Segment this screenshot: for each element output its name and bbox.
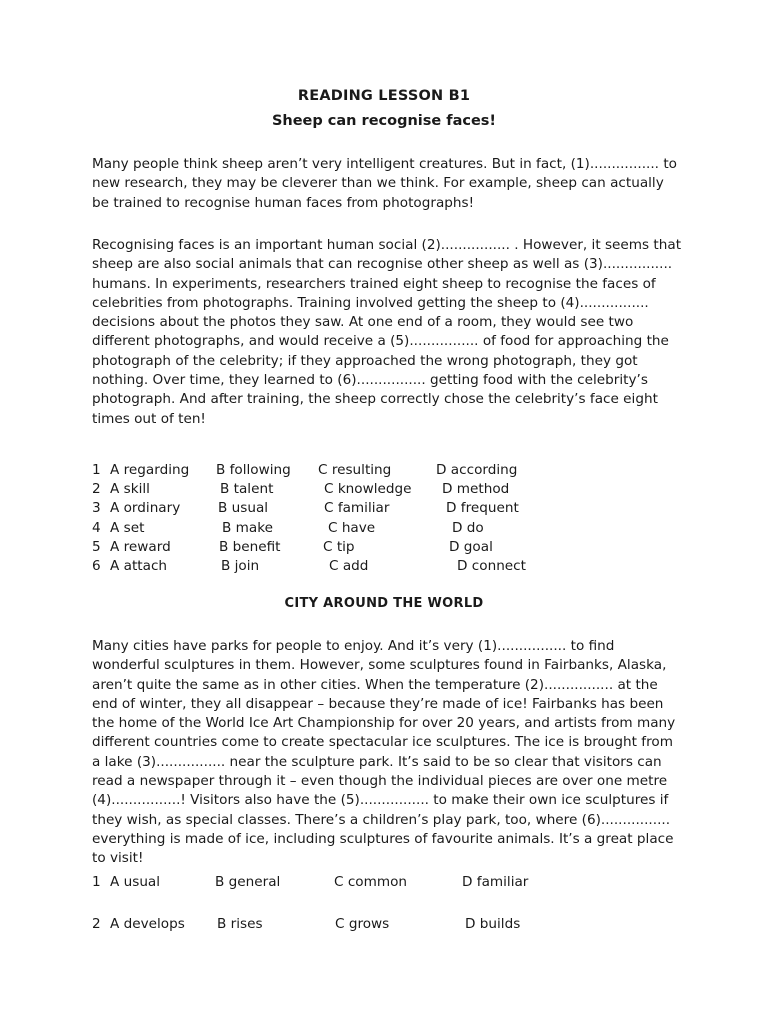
option-b: B make — [222, 519, 273, 536]
option-a: A develops — [110, 916, 185, 932]
option-a: A set — [110, 519, 145, 536]
option-a: A skill — [110, 481, 150, 498]
text1-paragraph-1: Many people think sheep aren’t very intelligent creatures. But in fact, (1)................ to new research, they may be cleverer than we think. For example, sheep can actually be trained to recognise human faces from photographs! — [92, 156, 677, 211]
option-d: D frequent — [446, 500, 519, 517]
option-d: D connect — [457, 557, 526, 574]
page-title: READING LESSON B1 — [297, 88, 471, 104]
option-d: D goal — [449, 538, 493, 555]
option-number: 2 — [92, 916, 101, 932]
option-d: D familiar — [462, 874, 529, 890]
option-a: A attach — [110, 557, 168, 574]
page-subtitle: Sheep can recognise faces! — [271, 113, 497, 129]
option-c: C add — [329, 557, 369, 574]
option-a: A usual — [110, 874, 161, 890]
option-d: D method — [442, 481, 510, 498]
text1-paragraph-2: Recognising faces is an important human social (2)................ . However, it seems that sheep are also social animals that can recognise other sheep as well as (3)................ humans. In experiments, researchers trained eight sheep to recognise the faces of celebrities from photographs. Training involved getting the sheep to (4)................ decisions about the photos they saw. At one end of a room, they would see two different photographs, and would receive a (5)................ of food for approaching the photograph of the celebrity; if they approached the wrong photograph, they got nothing. Over time, they learned to (6)................ getting food with the celebrity’s photograph. And after training, the sheep correctly chose the celebrity’s face eight times out of ten! — [92, 237, 682, 427]
section-2-title: CITY AROUND THE WORLD — [284, 596, 484, 611]
option-b: B talent — [220, 481, 274, 498]
option-c: C have — [328, 519, 376, 536]
option-c: C knowledge — [324, 481, 412, 498]
option-a: A reward — [110, 538, 171, 555]
option-c: C familiar — [324, 500, 390, 517]
option-number: 2 — [92, 481, 101, 498]
option-number: 3 — [92, 500, 101, 517]
option-a: A regarding — [110, 462, 190, 478]
option-b: B benefit — [219, 538, 281, 555]
option-a: A ordinary — [110, 500, 181, 517]
option-b: B general — [215, 874, 281, 890]
option-c: C common — [334, 874, 408, 890]
option-number: 1 — [92, 462, 101, 478]
text2-paragraph: Many cities have parks for people to enjoy. And it’s very (1)................ to find wonderful sculptures in them. However, some sculptures found in Fairbanks, Alaska, aren’t quite the same as in other cities. When the temperature (2)................ at the end of winter, they all disappear – because they’re made of ice! Fairbanks has been the home of the World Ice Art Championship for over 20 years, and artists from many different countries come to create spectacular ice sculptures. The ice is brought from a lake (3)................ near the sculpture park. It’s said to be so clear that visitors can read a newspaper through it – even though the individual pieces are over one metre (4)................! Visitors also have the (5)................ to make their own ice sculptures if they wish, as special classes. There’s a children’s play park, too, where (6)................ everything is made of ice, including sculptures of favourite animals. It’s a great place to visit! — [92, 638, 676, 867]
option-d: D according — [436, 462, 518, 478]
option-number: 6 — [92, 557, 101, 574]
option-c: C grows — [335, 916, 390, 932]
option-number: 4 — [92, 519, 101, 536]
option-number: 5 — [92, 538, 101, 555]
option-c: C tip — [323, 538, 355, 555]
option-d: D do — [452, 519, 484, 536]
option-b: B join — [221, 557, 260, 574]
option-b: B rises — [217, 916, 263, 932]
option-d: D builds — [465, 916, 521, 932]
option-b: B following — [216, 462, 291, 478]
option-number: 1 — [92, 874, 101, 890]
option-c: C resulting — [318, 462, 392, 478]
option-b: B usual — [218, 500, 269, 517]
